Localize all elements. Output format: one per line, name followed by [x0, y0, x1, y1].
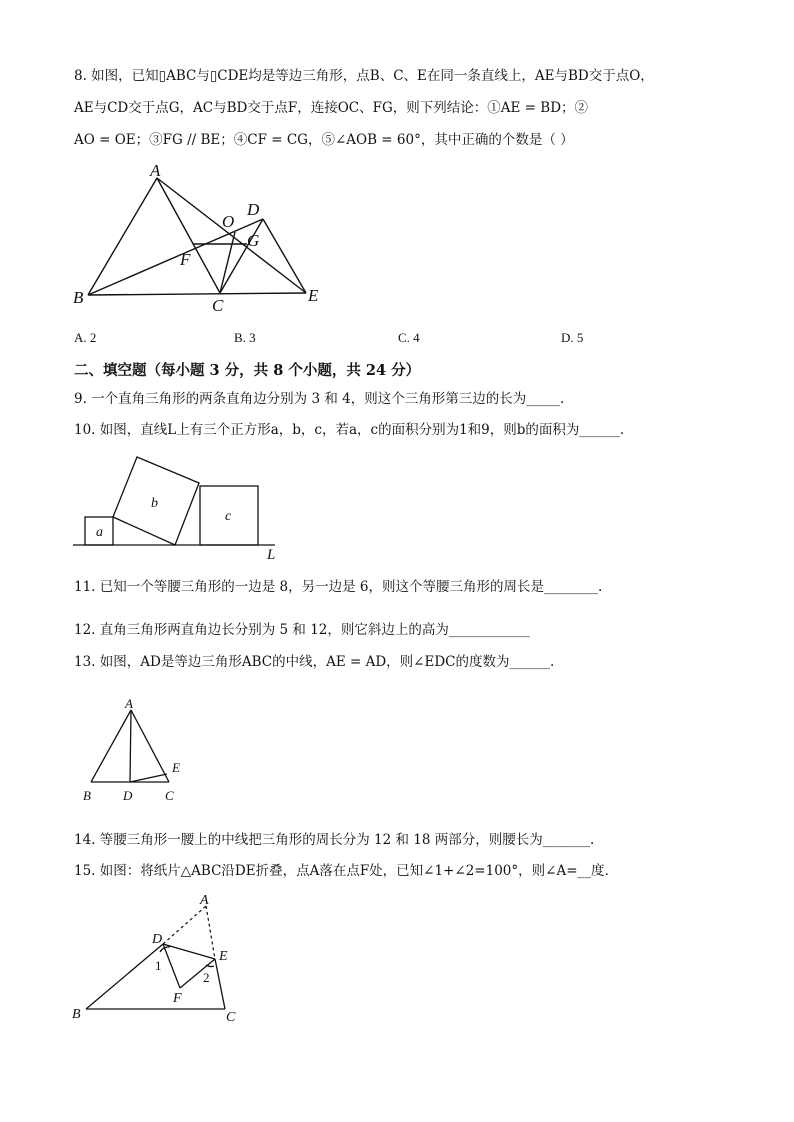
q10-label-l: L [267, 547, 276, 563]
q15-label-2: 2 [203, 970, 210, 985]
q13-label-a: A [125, 696, 133, 711]
q8-label-d: D [247, 200, 260, 219]
q8-option-d: D. 5 [561, 330, 584, 345]
q8-label-a: A [150, 161, 161, 180]
q8-label-c: C [212, 296, 224, 315]
q8-option-b: B. 3 [234, 330, 256, 345]
q13-label-b: B [83, 788, 91, 803]
q8-option-c: C. 4 [398, 330, 420, 345]
q10-label-a: a [96, 525, 103, 540]
q13-label-c: C [165, 788, 174, 803]
q13-label-e: E [172, 760, 180, 775]
q8-label-f: F [180, 250, 191, 269]
q15-label-e: E [219, 949, 228, 964]
q8-label-b: B [73, 288, 84, 307]
q8-line-3: AO = OE；③FG // BE；④CF = CG，⑤∠AOB = 60°，其中正确的个数是（ ） [74, 132, 574, 148]
q15-label-1: 1 [155, 958, 162, 973]
q8-option-a: A. 2 [74, 330, 97, 345]
q15-label-b: B [72, 1007, 81, 1022]
q14-text: 14. 等腰三角形一腰上的中线把三角形的周长分为 12 和 18 两部分，则腰长为_______. [74, 832, 595, 848]
q13-label-d: D [123, 788, 133, 803]
q15-label-f: F [173, 991, 182, 1006]
q15-label-a: A [200, 893, 209, 908]
q8-label-o: O [222, 212, 235, 231]
q10-text: 10. 如图，直线L上有三个正方形a，b，c，若a，c的面积分别为1和9，则b的面积为______. [74, 422, 625, 438]
q15-text: 15. 如图：将纸片△ABC沿DE折叠，点A落在点F处，已知∠1+∠2=100°，则∠A=__度. [74, 863, 609, 879]
q13-text: 13. 如图，AD是等边三角形ABC的中线，AE = AD，则∠EDC的度数为______. [74, 654, 555, 670]
section-title: 二、填空题（每小题 3 分，共 8 个小题，共 24 分） [74, 362, 421, 379]
q10-label-c: c [225, 509, 232, 524]
q11-text: 11. 已知一个等腰三角形的一边是 8，另一边是 6，则这个等腰三角形的周长是________. [74, 579, 603, 595]
q12-text: 12. 直角三角形两直角边长分别为 5 和 12，则它斜边上的高为____________ [74, 622, 530, 638]
q10-label-b: b [151, 496, 158, 511]
q8-line-1: 8. 如图，已知▯ABC与▯CDE均是等边三角形，点B、C、E在同一条直线上，AE与BD交于点O， [74, 68, 654, 84]
q8-label-g: G [247, 231, 260, 250]
q9-text: 9. 一个直角三角形的两条直角边分别为 3 和 4，则这个三角形第三边的长为_____. [74, 391, 565, 407]
q15-label-c: C [226, 1010, 236, 1025]
q15-label-d: D [152, 932, 163, 947]
q8-label-e: E [308, 286, 319, 305]
q8-line-2: AE与CD交于点G，AC与BD交于点F，连接OC、FG，则下列结论：①AE = BD；② [74, 100, 589, 116]
